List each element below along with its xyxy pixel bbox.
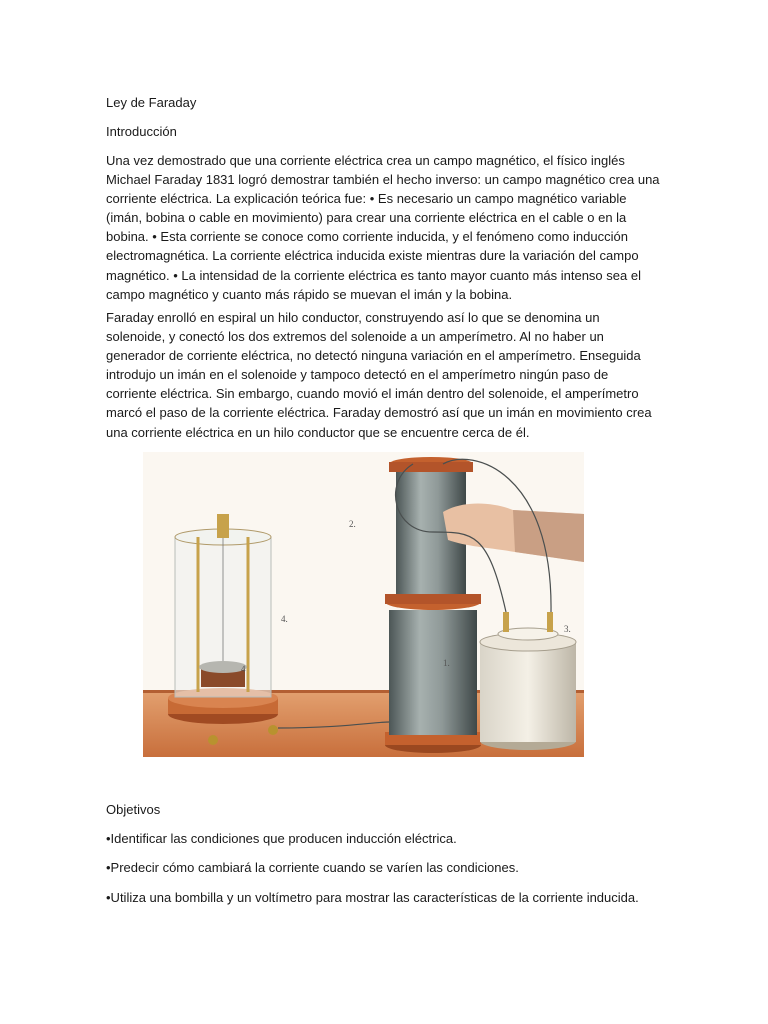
objective-item: •Utiliza una bombilla y un voltímetro para mostrar las características de la corriente inducida. bbox=[106, 890, 639, 905]
figure-label-2: 2. bbox=[349, 519, 356, 529]
paragraph-experiment: Faraday enrolló en espiral un hilo conductor, construyendo así lo que se denomina un solenoide, y conectó los dos extremos del solenoide a un amperímetro. Al no haber un generador de corriente eléctrica, no detectó ninguna variación en el amperímetro. Enseguida introdujo un imán en el solenoide y tampoco detectó en el amperímetro ningún paso de corriente eléctrica. Sin embargo, cuando movió el imán dentro del solenoide, el amperímetro marcó el paso de la corriente eléctrica. Faraday demostró así que un imán en movimiento crea una corriente eléctrica en un hilo conductor que se encuentre cerca de él. bbox=[106, 310, 652, 440]
document-title: Ley de Faraday bbox=[106, 95, 197, 110]
figure-label-3: 3. bbox=[564, 624, 571, 634]
figure-label-1: 1. bbox=[443, 658, 450, 668]
section-heading-objetivos: Objetivos bbox=[106, 802, 161, 817]
figure-label-4: 4. bbox=[281, 614, 288, 624]
paragraph-intro: Una vez demostrado que una corriente eléctrica crea un campo magnético, el físico inglés Michael Faraday 1831 logró demostrar también el hecho inverso: un campo magnético crea una corriente eléctrica. La explicación teórica fue: • Es necesario un campo magnético variable (imán, bobina o cable en movimiento) para crear una corriente eléctrica en el cable o en la bobina. • Esta corriente se conoce como corriente inducida, y el fenómeno como inducción electromagnética. La corriente eléctrica inducida existe mientras dure la variación del campo magnético. • La intensidad de la corriente eléctrica es tanto mayor cuanto más intenso sea el campo magnético y cuanto más rápido se muevan el imán y la bobina. bbox=[106, 153, 660, 302]
figure-label-4b: 4 bbox=[241, 664, 246, 674]
galvanometer-jar bbox=[168, 514, 278, 745]
faraday-experiment-illustration bbox=[143, 452, 584, 757]
section-heading-introduccion: Introducción bbox=[106, 124, 177, 139]
objective-item: •Identificar las condiciones que producen inducción eléctrica. bbox=[106, 831, 457, 846]
objective-item: •Predecir cómo cambiará la corriente cuando se varíen las condiciones. bbox=[106, 860, 519, 875]
primary-coil bbox=[385, 594, 481, 753]
